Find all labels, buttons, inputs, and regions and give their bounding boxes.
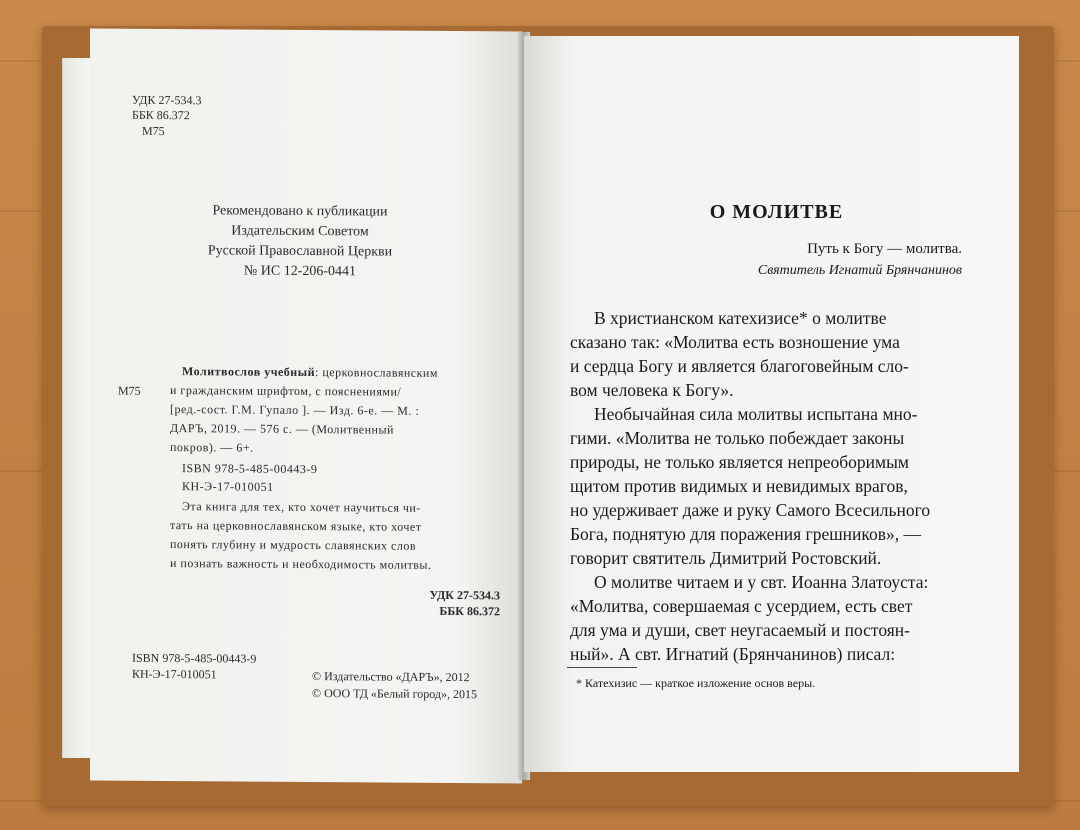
recommendation-line: Русской Православной Церкви bbox=[207, 243, 393, 260]
biblio-title-rest: : церковнославянским bbox=[314, 365, 438, 380]
epigraph: Путь к Богу — молитва. bbox=[807, 241, 962, 257]
annotation-line: Эта книга для тех, кто хочет научиться чи- bbox=[182, 499, 421, 515]
text-line: щитом против видимых и невидимых врагов, bbox=[570, 476, 908, 496]
epigraph-author: Святитель Игнатий Брянчанинов bbox=[757, 263, 962, 278]
udk-repeat: УДК 27-534.3 bbox=[429, 587, 500, 603]
footnote: * Катехизис — краткое изложение основ веры. bbox=[576, 676, 816, 690]
right-page bbox=[524, 36, 1019, 772]
copyright-line: © Издательство «ДАРЪ», 2012 bbox=[312, 669, 470, 685]
text-line: сказано так: «Молитва есть возношение ума bbox=[570, 332, 900, 352]
annotation-line: и познать важность и необходимость молитвы. bbox=[170, 556, 432, 572]
text-line: природы, не только является непреоборимым bbox=[570, 452, 909, 472]
biblio-line: [ред.-сост. Г.М. Гупало ]. — Изд. 6-е. — М. : bbox=[170, 402, 420, 418]
biblio-title: Молитвослов учебный bbox=[182, 364, 315, 380]
bbk-repeat: ББК 86.372 bbox=[439, 603, 500, 619]
isbn: ISBN 978-5-485-00443-9 bbox=[182, 461, 318, 477]
text-line: гими. «Молитва не только побеждает законы bbox=[570, 428, 905, 448]
biblio-line: покров). — 6+. bbox=[170, 440, 254, 455]
text-line: но удерживает даже и руку Самого Всесильного bbox=[570, 500, 931, 520]
kn-code: КН-Э-17-010051 bbox=[182, 479, 274, 494]
copyright-line: © ООО ТД «Белый город», 2015 bbox=[312, 686, 477, 702]
bbk-code: ББК 86.372 bbox=[132, 107, 190, 123]
text-line: ный». А свт. Игнатий (Брянчанинов) писал: bbox=[570, 644, 896, 664]
bottom-kn-code: КН-Э-17-010051 bbox=[132, 666, 217, 682]
text-line: говорит святитель Димитрий Ростовский. bbox=[570, 548, 882, 568]
recommendation-line: Рекомендовано к публикации bbox=[212, 203, 388, 220]
biblio-line: ДАРЪ, 2019. — 576 с. — (Молитвенный bbox=[170, 421, 394, 437]
bottom-isbn: ISBN 978-5-485-00443-9 bbox=[132, 650, 257, 666]
text-line: Бога, поднятую для поражения грешников», — bbox=[570, 524, 922, 544]
recommendation-number: № ИС 12-206-0441 bbox=[243, 263, 357, 280]
page-title: О МОЛИТВЕ bbox=[709, 201, 844, 223]
text-line: О молитве читаем и у свт. Иоанна Златоуста: bbox=[594, 572, 929, 592]
text-line: В христианском катехизисе* о молитве bbox=[594, 308, 887, 328]
udk-code: УДК 27-534.3 bbox=[132, 92, 202, 108]
margin-author-mark: М75 bbox=[118, 383, 141, 398]
biblio-first-line bbox=[182, 364, 438, 381]
annotation-line: тать на церковнославянском языке, кто хочет bbox=[170, 518, 422, 534]
text-line: и сердца Богу и является благоговейным сло- bbox=[570, 356, 909, 376]
text-line: Необычайная сила молитвы испытана мно- bbox=[594, 404, 918, 424]
left-page bbox=[90, 28, 522, 783]
text-line: для ума и души, свет неугасаемый и постоян- bbox=[570, 620, 910, 640]
text-line: вом человека к Богу». bbox=[570, 380, 734, 400]
text-line: «Молитва, совершаемая с усердием, есть свет bbox=[570, 596, 913, 616]
recommendation-line: Издательским Советом bbox=[231, 223, 369, 240]
footnote-divider bbox=[567, 667, 637, 668]
annotation-line: понять глубину и мудрость славянских слов bbox=[170, 537, 417, 553]
author-mark: М75 bbox=[142, 123, 165, 139]
biblio-line: и гражданским шрифтом, с пояснениями/ bbox=[170, 383, 402, 399]
